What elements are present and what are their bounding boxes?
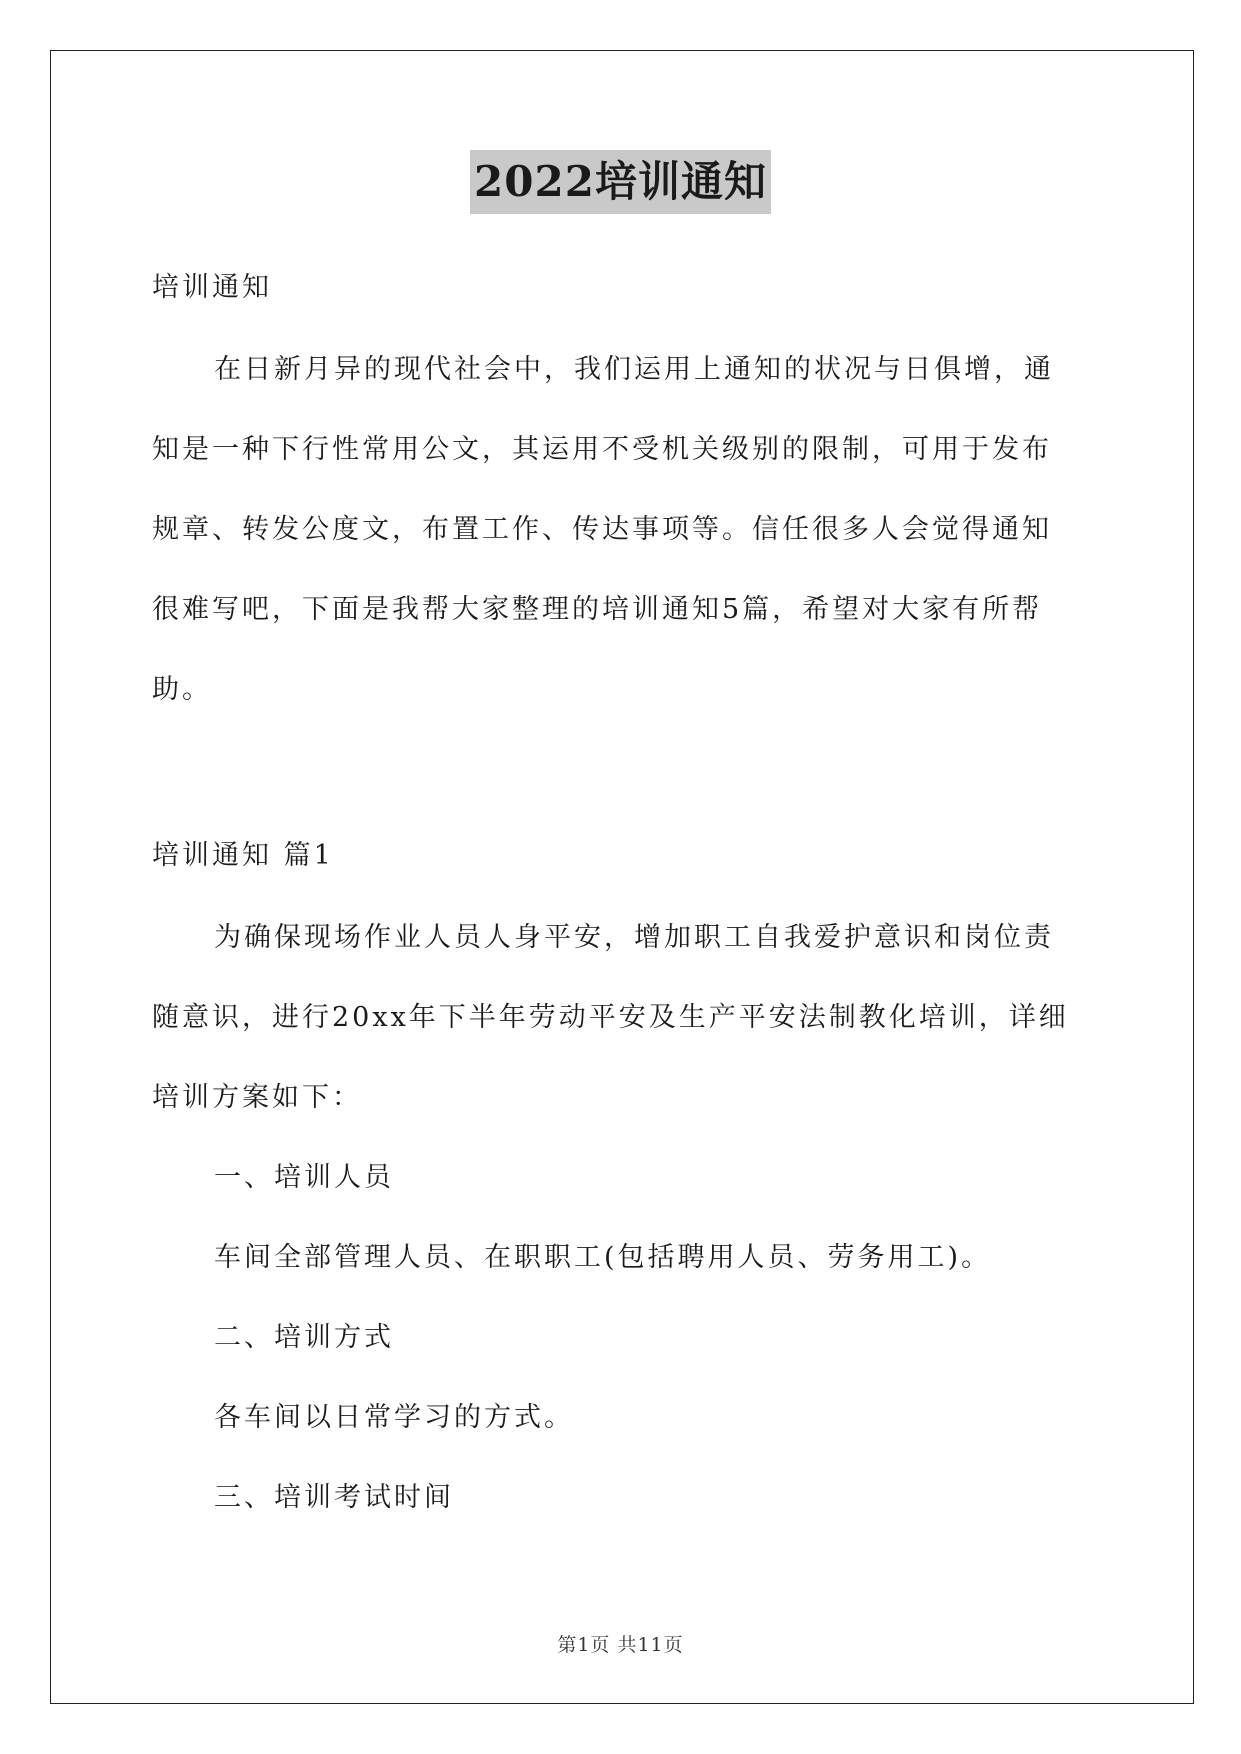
- section1-line-2: 随意识，进行20xx年下半年劳动平安及生产平安法制教化培训，详细: [152, 1002, 1069, 1033]
- section1-line-1: 为确保现场作业人员人身平安，增加职工自我爱护意识和岗位责: [214, 922, 1054, 953]
- intro-line-1: 在日新月异的现代社会中，我们运用上通知的状况与日俱增，通: [214, 354, 1054, 385]
- item-heading-3: 三、培训考试时间: [214, 1482, 454, 1513]
- intro-line-4: 很难写吧，下面是我帮大家整理的培训通知5篇，希望对大家有所帮: [152, 594, 1043, 625]
- item-text-1: 车间全部管理人员、在职职工(包括聘用人员、劳务用工)。: [214, 1242, 992, 1273]
- subtitle: 培训通知: [152, 272, 272, 303]
- intro-line-2: 知是一种下行性常用公文，其运用不受机关级别的限制，可用于发布: [152, 434, 1052, 465]
- title-wrap: [0, 150, 1241, 214]
- intro-line-3: 规章、转发公度文，布置工作、传达事项等。信任很多人会觉得通知: [152, 514, 1052, 545]
- page-footer: 第1页 共11页: [557, 1634, 684, 1656]
- section1-heading: 培训通知 篇1: [152, 840, 334, 871]
- item-heading-1: 一、培训人员: [214, 1162, 394, 1193]
- item-heading-2: 二、培训方式: [214, 1322, 394, 1353]
- document-title: 2022培训通知: [470, 150, 771, 214]
- intro-line-5: 助。: [152, 674, 212, 705]
- item-text-2: 各车间以日常学习的方式。: [214, 1402, 574, 1433]
- section1-line-3: 培训方案如下：: [152, 1082, 362, 1113]
